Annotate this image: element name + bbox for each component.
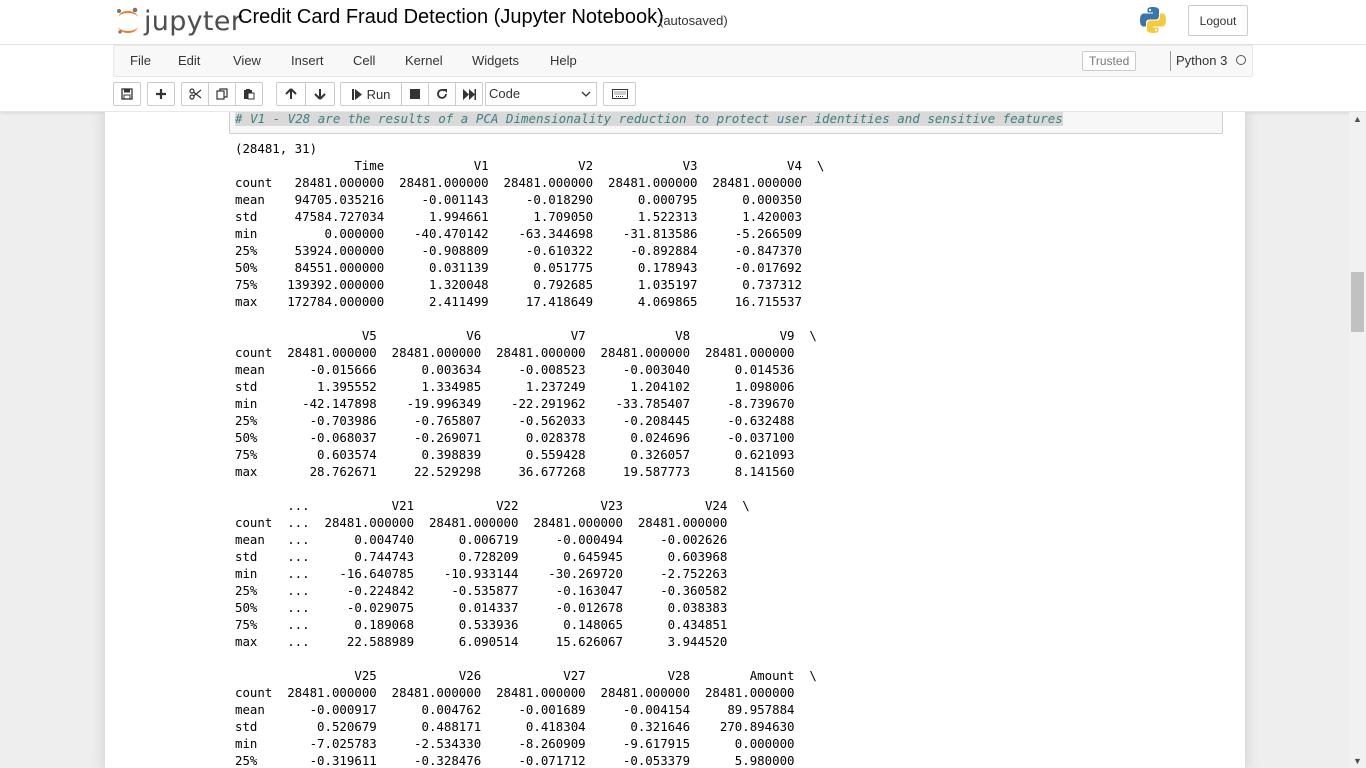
menu-file[interactable]: File	[130, 53, 151, 68]
cell-output: (28481, 31) Time V1 V2 V3 V4 \ count 28481.000000 28481.000000 28481.000000 28481.000000 28481.000000 mean 94705.035216 -0.001143 -0.018290 0.000795 0.000350 std 47584.727034 1.994661 1.709050 1.522313 1.420003 min 0.000000 -40.470142 -63.344698 -31.813586 -5.266509 25% 53924.000000 -0.908809 -0.610322 -0.892884 -0.847370 50% 84551.000000 0.031139 0.051775 0.178943 -0.017692 75% 139392.000000 1.320048 0.792685 1.035197 0.737312 max 172784.000000 2.411499 17.418649 4.069865 16.715537 V5 V6 V7 V8 V9 \ count 28481.000000 28481.000000 28481.000000 28481.000000 28481.000000 mean -0.015666 0.003634 -0.008523 -0.003040 0.014536 std 1.395552 1.334985 1.237249 1.204102 1.098006 min -42.147898 -19.996349 -22.291962 -33.785407 -8.739670 25% -0.703986 -0.765807 -0.562033 -0.208445 -0.632488 50% -0.068037 -0.269071 0.028378 0.024696 -0.037100 75% 0.603574 0.398839 0.559428 0.326057 0.621093 max 28.762671 22.529298 36.677268 19.587773 8.141560 ... V21 V22 V23 V24 \ count ... 28481.000000 28481.000000 28481.000000 28481.000000 mean ... 0.004740 0.006719 -0.000494 -0.002626 std ... 0.744743 0.728209 0.645945 0.603968 min ... -16.640785 -10.933144 -30.269720 -2.752263 25% ... -0.224842 -0.535877 -0.163047 -0.360582 50% ... -0.029075 0.014337 -0.012678 0.038383 75% ... 0.189068 0.533936 0.148065 0.434851 max ... 22.588989 6.090514 15.626067 3.944520 V25 V26 V27 V28 Amount \ count 28481.000000 28481.000000 28481.000000 28481.000000 28481.000000 mean -0.000917 0.004762 -0.001689 -0.004154 89.957884 std 0.520679 0.488171 0.418304 0.321646 270.894630 min -7.025783 -2.534330 -8.260909 -9.617915 0.000000 25% -0.319611 -0.328476 -0.071712 -0.053379 5.980000	[235, 141, 825, 768]
notebook-site[interactable]	[0, 112, 1366, 768]
python-logo-icon	[1138, 5, 1168, 35]
toolbar-run-group	[340, 82, 483, 106]
move-up-button[interactable]	[276, 82, 306, 106]
code-comment: # V1 - V28 are the results of a PCA Dimensionality reduction to protect user identities and sensitive features	[235, 112, 1063, 126]
autosave-status: (autosaved)	[659, 13, 728, 28]
cell-type-value: Code	[489, 86, 521, 101]
keyboard-icon	[612, 89, 628, 99]
notebook-title[interactable]: Credit Card Fraud Detection (Jupyter Notebook)	[238, 6, 664, 28]
menu-kernel[interactable]: Kernel	[405, 53, 443, 68]
kernel-idle-icon	[1236, 55, 1246, 65]
interrupt-button[interactable]	[401, 82, 429, 106]
kernel-separator	[1170, 51, 1171, 71]
header	[0, 0, 1366, 45]
restart-button[interactable]	[428, 82, 456, 106]
jupyter-logo-text: jupyter	[144, 5, 243, 37]
page-scrollbar[interactable]	[1349, 112, 1366, 768]
chevron-down-icon	[580, 83, 592, 105]
menu-widgets[interactable]: Widgets	[472, 53, 519, 68]
jupyter-logo[interactable]	[116, 5, 242, 37]
menu-view[interactable]: View	[233, 53, 261, 68]
scrollbar-thumb[interactable]	[1351, 272, 1364, 332]
menu-edit[interactable]: Edit	[178, 53, 201, 68]
paste-button[interactable]	[235, 82, 263, 106]
toolbar-save-group	[113, 82, 141, 106]
copy-button[interactable]	[208, 82, 236, 106]
menubar-container	[0, 45, 1366, 112]
arrow-up-icon	[285, 88, 297, 100]
menubar	[113, 45, 1253, 77]
save-icon	[121, 88, 133, 100]
scroll-down-icon[interactable]: ▼	[1353, 756, 1362, 766]
menu-cell[interactable]: Cell	[353, 53, 376, 68]
scroll-up-icon[interactable]: ▲	[1353, 114, 1362, 124]
toolbar-move-group	[276, 82, 335, 106]
jupyter-logo-icon	[116, 7, 140, 35]
notebook-container	[105, 112, 1245, 768]
cut-button[interactable]	[181, 82, 209, 106]
paste-icon	[243, 88, 255, 100]
command-palette-button[interactable]	[603, 82, 636, 106]
scissors-icon	[189, 88, 202, 100]
menu-insert[interactable]: Insert	[291, 53, 324, 68]
insert-cell-button[interactable]	[147, 82, 175, 106]
run-button[interactable]	[340, 82, 402, 106]
code-cell-input[interactable]	[229, 112, 1223, 134]
run-icon	[352, 89, 362, 100]
toolbar-edit-group	[181, 82, 263, 106]
cell-type-select[interactable]	[485, 82, 597, 106]
toolbar-insert-group	[147, 82, 175, 106]
menu-help[interactable]: Help	[550, 53, 577, 68]
trusted-indicator[interactable]: Trusted	[1082, 51, 1136, 71]
stop-icon	[410, 89, 420, 99]
kernel-name[interactable]: Python 3	[1176, 53, 1228, 68]
move-down-button[interactable]	[305, 82, 335, 106]
fast-forward-icon	[463, 89, 476, 100]
run-label: Run	[366, 86, 391, 102]
restart-icon	[436, 88, 448, 100]
restart-run-all-button[interactable]	[455, 82, 483, 106]
arrow-down-icon	[314, 88, 326, 100]
logout-button[interactable]: Logout	[1188, 5, 1248, 36]
copy-icon	[216, 88, 228, 100]
save-button[interactable]	[113, 82, 141, 106]
plus-icon	[155, 88, 167, 100]
